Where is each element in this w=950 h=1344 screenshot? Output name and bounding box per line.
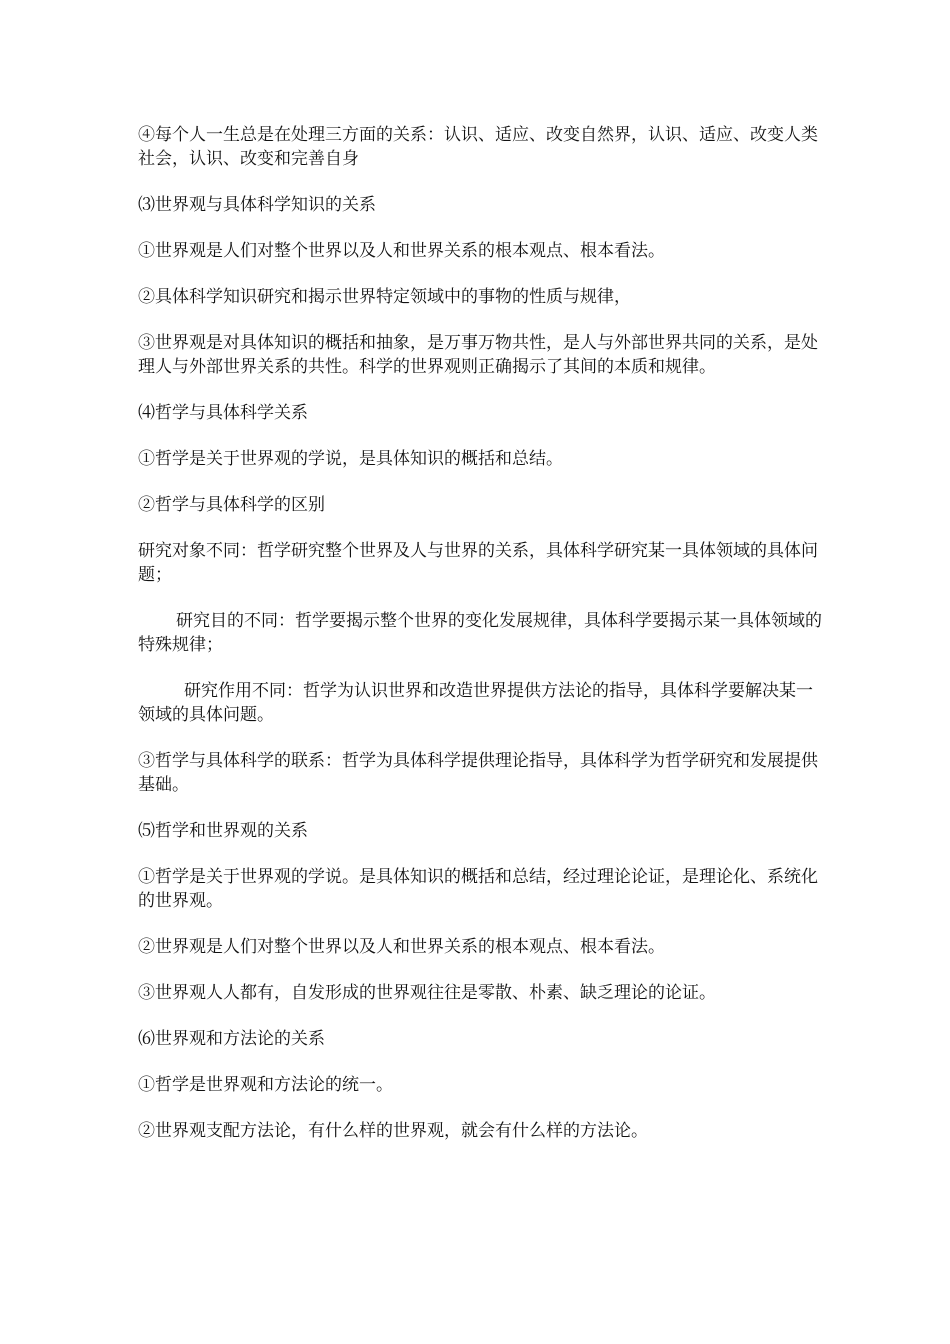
- paragraph-worldview-abstraction: ③世界观是对具体知识的概括和抽象，是万事万物共性，是人与外部世界共同的关系，是处理人与外部世界关系的共性。科学的世界观则正确揭示了其间的本质和规律。: [138, 333, 818, 377]
- paragraph-philosophy-connection: ③哲学与具体科学的联系：哲学为具体科学提供理论指导，具体科学为哲学研究和发展提供基础。: [138, 751, 818, 795]
- paragraph-point-4-three-relations: ④每个人一生总是在处理三方面的关系：认识、适应、改变自然界，认识、适应、改变人类社会，认识、改变和完善自身: [138, 125, 818, 169]
- paragraph-philosophy-doctrine: ①哲学是关于世界观的学说，是具体知识的概括和总结。: [138, 449, 563, 469]
- section-heading-3: ⑶世界观与具体科学知识的关系: [138, 195, 376, 215]
- paragraph-research-purpose: 研究目的不同：哲学要揭示整个世界的变化发展规律，具体科学要揭示某一具体领域的特殊规律；: [138, 611, 822, 655]
- paragraph-philosophy-difference: ②哲学与具体科学的区别: [138, 495, 325, 515]
- paragraph-research-role: 研究作用不同：哲学为认识世界和改造世界提供方法论的指导，具体科学要解决某一领域的具体问题。: [138, 681, 813, 725]
- paragraph-philosophy-systematic: ①哲学是关于世界观的学说。是具体知识的概括和总结，经过理论论证，是理论化、系统化的世界观。: [138, 867, 818, 911]
- paragraph-everyone-has-worldview: ③世界观人人都有，自发形成的世界观往往是零散、朴素、缺乏理论的论证。: [138, 983, 716, 1003]
- paragraph-science-knowledge: ②具体科学知识研究和揭示世界特定领域中的事物的性质与规律，: [138, 287, 631, 307]
- paragraph-unity: ①哲学是世界观和方法论的统一。: [138, 1075, 393, 1095]
- section-heading-6: ⑹世界观和方法论的关系: [138, 1029, 325, 1049]
- paragraph-worldview-definition-2: ②世界观是人们对整个世界以及人和世界关系的根本观点、根本看法。: [138, 937, 665, 957]
- paragraph-worldview-definition: ①世界观是人们对整个世界以及人和世界关系的根本观点、根本看法。: [138, 241, 665, 261]
- section-heading-4: ⑷哲学与具体科学关系: [138, 403, 308, 423]
- section-heading-5: ⑸哲学和世界观的关系: [138, 821, 308, 841]
- document-body: [138, 123, 828, 1165]
- paragraph-research-object: 研究对象不同：哲学研究整个世界及人与世界的关系，具体科学研究某一具体领域的具体问题；: [138, 541, 818, 585]
- paragraph-worldview-dominates: ②世界观支配方法论，有什么样的世界观，就会有什么样的方法论。: [138, 1121, 648, 1141]
